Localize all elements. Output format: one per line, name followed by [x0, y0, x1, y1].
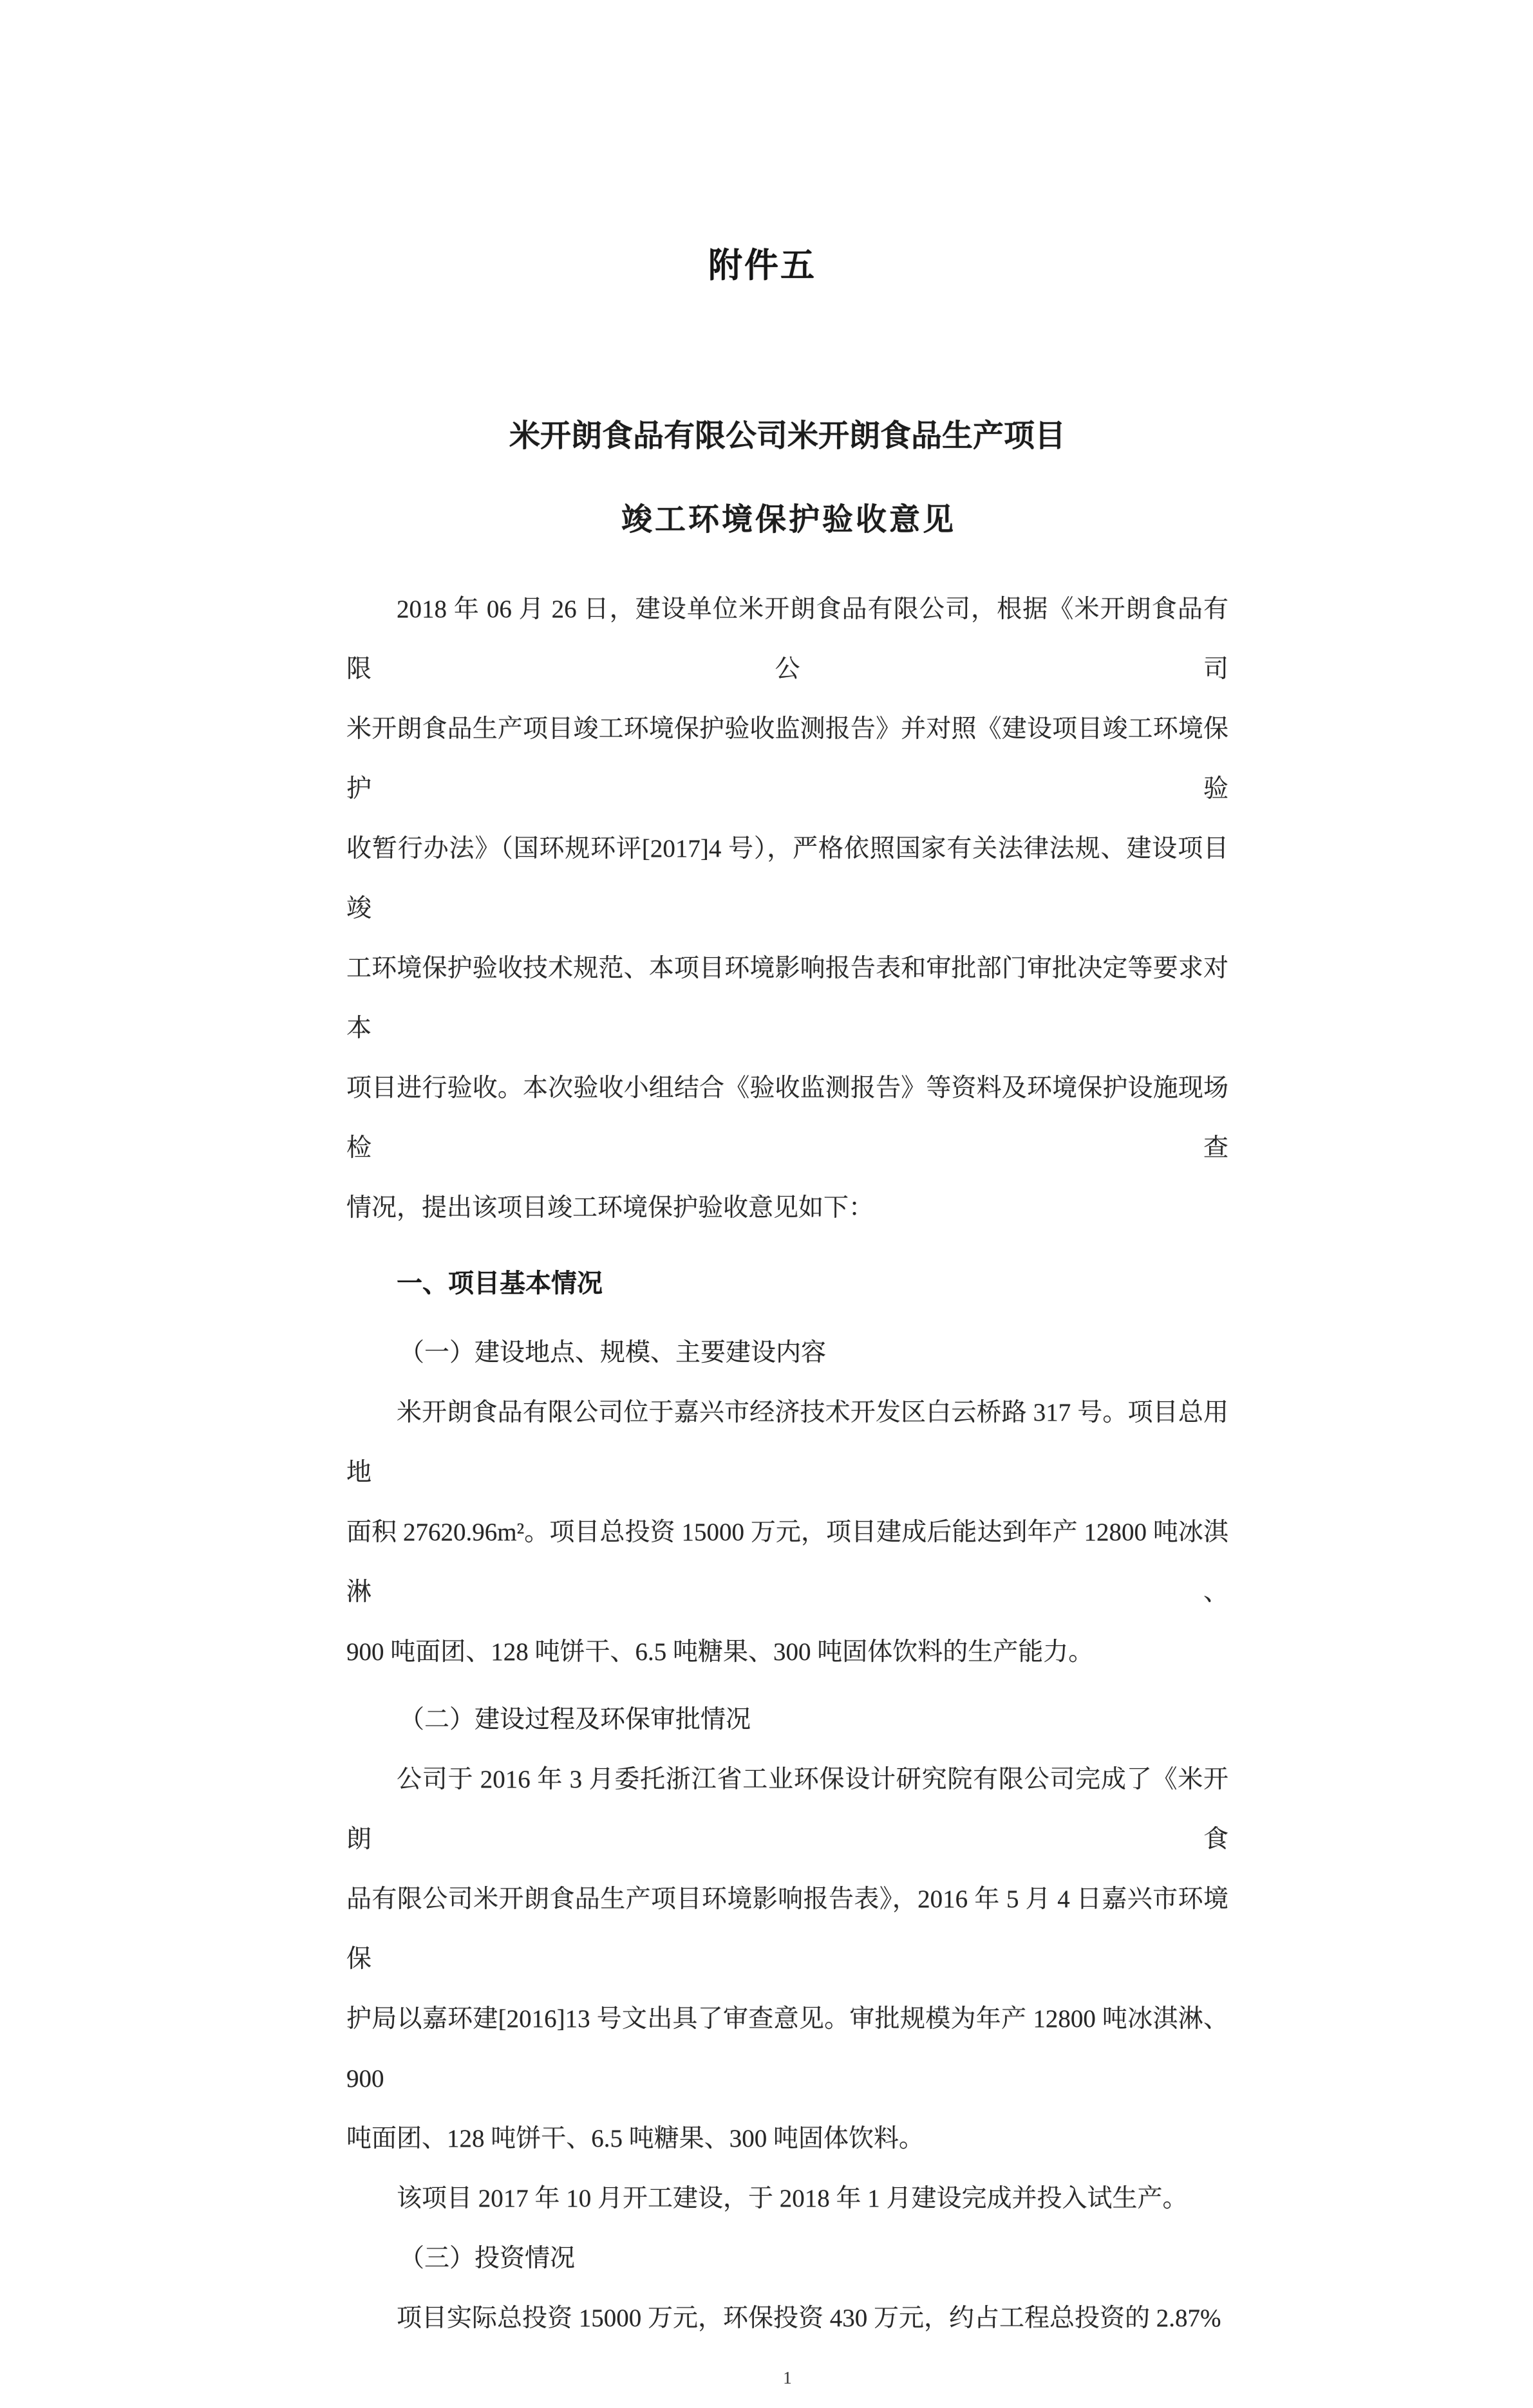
paragraph1-line6: 情况，提出该项目竣工环境保护验收意见如下：	[346, 1194, 874, 1222]
document-title-line2: 竣工环境保护验收意见	[621, 503, 956, 537]
paragraph1-line4: 工环境保护验收技术规范、本项目环境影响报告表和审批部门审批决定等要求对本	[346, 955, 1228, 1042]
subsection-heading-3: （三）投资情况	[399, 2245, 576, 2272]
paragraph1-line5: 项目进行验收。本次验收小组结合《验收监测报告》等资料及环境保护设施现场检查	[346, 1074, 1228, 1162]
page-number: 1	[783, 2368, 792, 2387]
paragraph3-line4: 吨面团、128 吨饼干、6.5 吨糖果、300 吨固体饮料。	[346, 2125, 925, 2152]
paragraph1-line2: 米开朗食品生产项目竣工环境保护验收监测报告》并对照《建设项目竣工环境保护验	[346, 715, 1228, 803]
attachment-label: 附件五	[708, 247, 816, 285]
paragraph4-line1: 该项目 2017 年 10 月开工建设，于 2018 年 1 月建设完成并投入试生产。	[397, 2185, 1188, 2212]
paragraph3-line1: 公司于 2016 年 3 月委托浙江省工业环保设计研究院有限公司完成了《米开朗食	[346, 1766, 1228, 1853]
paragraph3-line3: 护局以嘉环建[2016]13 号文出具了审查意见。审批规模为年产 12800 吨冰淇淋、900	[346, 2005, 1228, 2093]
subsection-heading-2: （二）建设过程及环保审批情况	[399, 1706, 751, 1733]
subsection-heading-1: （一）建设地点、规模、主要建设内容	[399, 1339, 827, 1367]
paragraph2-line2: 面积 27620.96m²。项目总投资 15000 万元，项目建成后能达到年产 12800 吨冰淇淋、	[346, 1518, 1228, 1606]
paragraph1-line3: 收暂行办法》（国环规环评[2017]4 号），严格依照国家有关法律法规、建设项目竣	[346, 835, 1228, 922]
document-body	[346, 579, 1228, 2408]
paragraph2-line1: 米开朗食品有限公司位于嘉兴市经济技术开发区白云桥路 317 号。项目总用地	[346, 1399, 1228, 1486]
paragraph3-line2: 品有限公司米开朗食品生产项目环境影响报告表》，2016 年 5 月 4 日嘉兴市环境保	[346, 1885, 1228, 1973]
paragraph1-line1: 2018 年 06 月 26 日，建设单位米开朗食品有限公司，根据《米开朗食品有限公司	[346, 595, 1228, 683]
section-heading-1: 一、项目基本情况	[397, 1269, 603, 1298]
paragraph2-line3: 900 吨面团、128 吨饼干、6.5 吨糖果、300 吨固体饮料的生产能力。	[346, 1638, 1094, 1666]
paragraph5-line1: 项目实际总投资 15000 万元，环保投资 430 万元，约占工程总投资的 2.87%	[397, 2304, 1221, 2332]
document-title-line1: 米开朗食品有限公司米开朗食品生产项目	[509, 419, 1066, 453]
